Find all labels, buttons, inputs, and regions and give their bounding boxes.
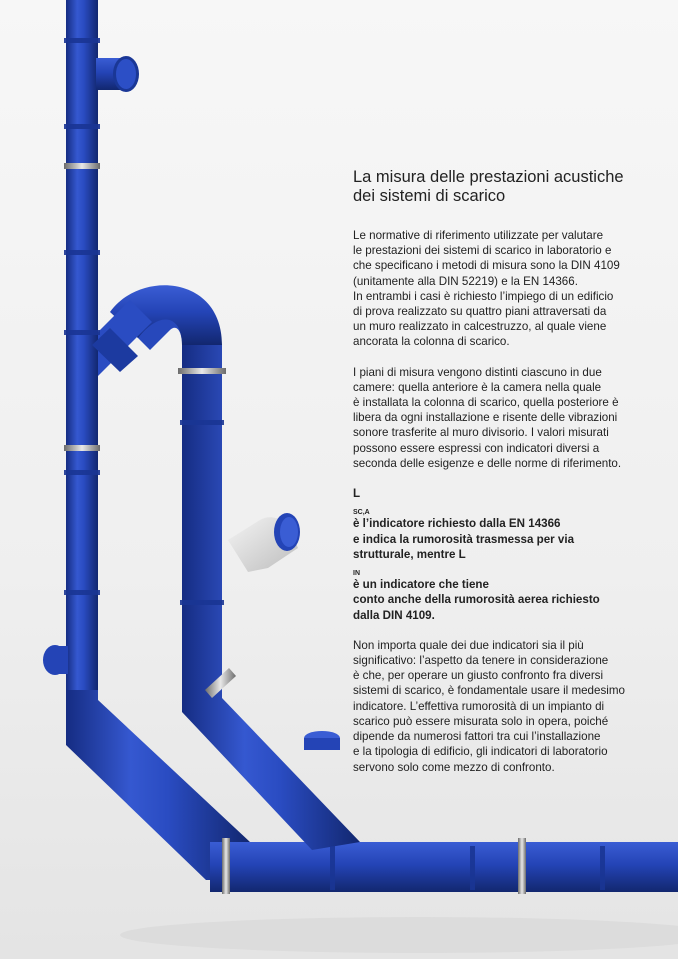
page-title <box>353 168 653 206</box>
text-line: Le normative di riferimento utilizzate per valutare <box>353 229 604 242</box>
text-line: conto anche della rumorosità aerea richiesto <box>353 593 600 607</box>
text-line: dalla DIN 4109. <box>353 608 435 622</box>
text-fragment: strutturale, mentre L <box>353 547 466 561</box>
text-line: servono solo come mezzo di confronto. <box>353 760 555 774</box>
text-line: che specificano i metodi di misura sono la DIN 4109 <box>353 259 620 273</box>
paragraph-indicators <box>353 486 653 623</box>
text-line: e la tipologia di edificio, gli indicatori di laboratorio <box>353 745 608 759</box>
text-line: camere: quella anteriore è la camera nella quale <box>353 380 602 394</box>
text-line: e indica la rumorosità trasmessa per via <box>353 532 575 546</box>
text-line: I piani di misura vengono distinti ciascuno in due <box>353 365 602 379</box>
text-line: libera da ogni installazione e risente delle vibrazioni <box>353 411 618 425</box>
text-line <box>353 547 653 593</box>
indicator-subscript: IN <box>353 570 360 578</box>
text-line: Non importa quale dei due indicatori sia il più <box>353 638 584 652</box>
title-line: La misura delle prestazioni acustiche <box>353 168 624 186</box>
article-text <box>353 168 653 775</box>
indicator-symbol: L <box>353 487 361 501</box>
text-line: (unitamente alla DIN 52219) e la EN 14366. <box>353 274 578 288</box>
text-fragment: è l’indicatore richiesto dalla EN 14366 <box>353 517 561 531</box>
indicator-subscript: SC,A <box>353 509 370 517</box>
text-line: sistemi di scarico, è fondamentale usare il medesimo <box>353 684 625 698</box>
paragraph-measurement-rooms <box>353 365 653 471</box>
text-line: indicatore. L’effettiva rumorosità di un impianto di <box>353 699 605 713</box>
title-line: dei sistemi di scarico <box>353 187 506 205</box>
paragraph-comparison <box>353 638 653 775</box>
paragraph-norms <box>353 228 653 350</box>
text-line: dipende da numerosi fattori tra cui l’installazione <box>353 730 601 744</box>
text-line: significativo: l’aspetto da tenere in considerazione <box>353 654 609 668</box>
text-fragment: è un indicatore che tiene <box>353 578 489 592</box>
text-line: scarico può essere misurata solo in opera, poiché <box>353 714 609 728</box>
text-line: In entrambi i casi è richiesto l’impiego di un edificio <box>353 289 614 303</box>
text-line: ancorata la colonna di scarico. <box>353 335 510 349</box>
text-line: le prestazioni dei sistemi di scarico in laboratorio e <box>353 244 612 258</box>
text-line: sonore trasferite al muro divisorio. I valori misurati <box>353 426 609 440</box>
text-line <box>353 486 653 532</box>
text-line: di prova realizzato su quattro piani attraversati da <box>353 305 607 319</box>
text-line: possono essere espressi con indicatori diversi a <box>353 441 600 455</box>
text-line: un muro realizzato in calcestruzzo, al quale viene <box>353 320 607 334</box>
text-line: è che, per operare un giusto confronto fra diversi <box>353 669 604 683</box>
text-line: è installata la colonna di scarico, quella posteriore è <box>353 396 619 410</box>
text-line: seconda delle esigenze e delle norme di riferimento. <box>353 456 622 470</box>
